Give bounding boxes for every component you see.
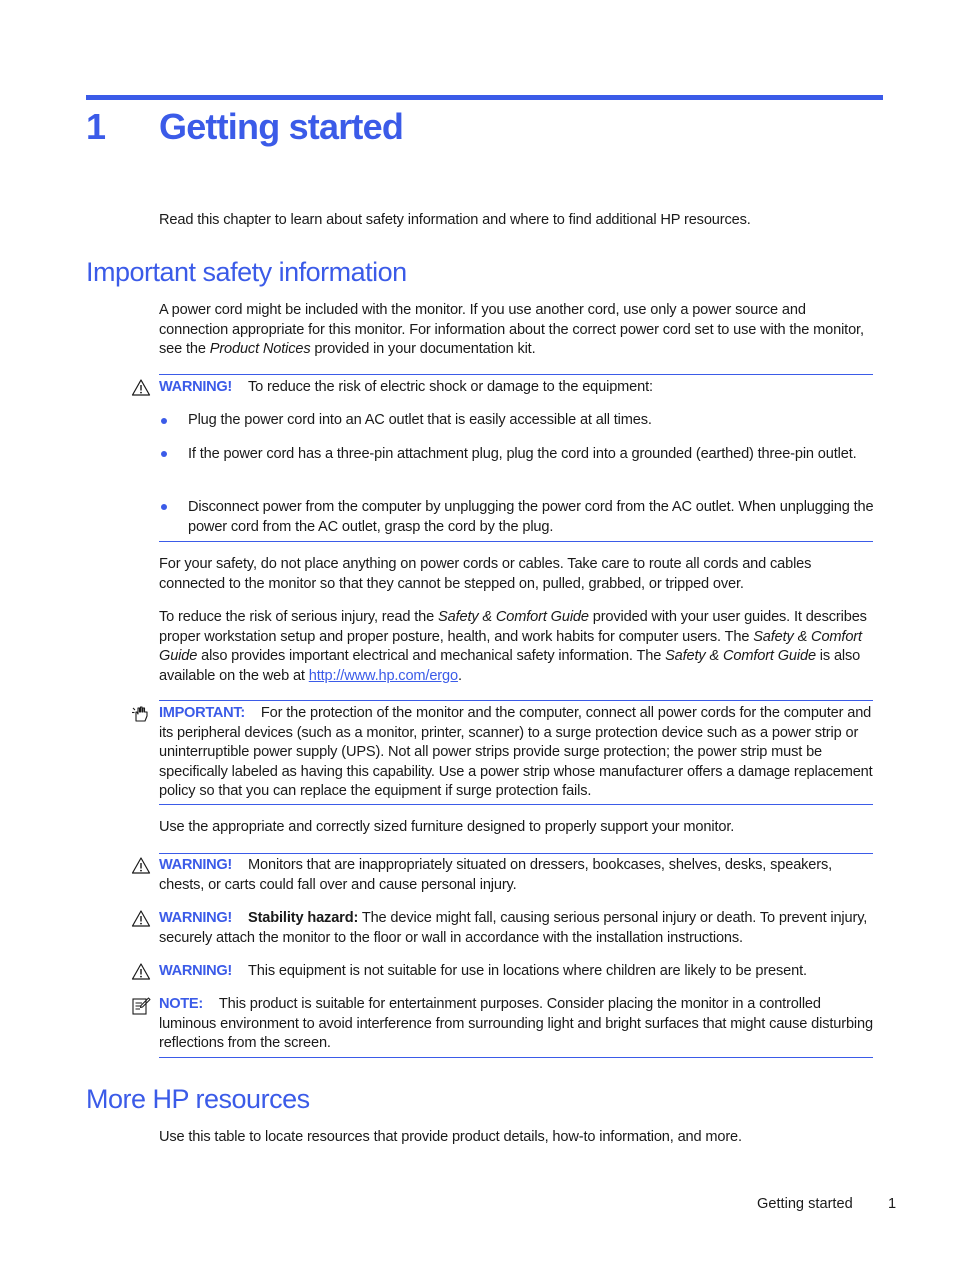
warning-triangle-icon	[131, 962, 151, 982]
warning-triangle-icon	[131, 909, 151, 929]
chapter-number: 1	[86, 106, 106, 147]
important-notice: IMPORTANT: For the protection of the monitor and the computer, connect all power cords for the computer and its peripheral devices (such as a monitor, printer, scanner) to a surge protection device such as a power strip or uninterruptible power supply (UPS). Not all power strips provide surge protection; the power strip must be specifically labeled as having this capability. Use a power strip whose manufacturer offers a damage replacement policy so that you can replace the equipment if surge protection fails.	[159, 705, 873, 799]
warning-label: WARNING!	[159, 379, 232, 395]
note-label: NOTE:	[159, 996, 203, 1012]
safety-paragraph-3: To reduce the risk of serious injury, read the Safety & Comfort Guide provided with your user guides. It describes proper workstation setup and proper posture, health, and work habits for computer users. The Safety & Comfort Guide also provides important electrical and mechanical safety information. The Safety & Comfort Guide is also available on the web at http://www.hp.com/ergo.	[159, 609, 867, 684]
warning-2: WARNING! Monitors that are inappropriately situated on dressers, bookcases, shelves, desks, speakers, chests, or carts could fall over and cause personal injury.	[159, 857, 833, 893]
warning-4: WARNING! This equipment is not suitable for use in locations where children are likely to be present.	[159, 963, 807, 979]
warning-top-rule	[159, 374, 873, 375]
chapter-intro: Read this chapter to learn about safety information and where to find additional HP resources.	[159, 212, 751, 228]
list-item: Plug the power cord into an AC outlet that is easily accessible at all times.	[188, 412, 652, 428]
important-top-rule	[159, 700, 873, 701]
warning-top-rule	[159, 853, 873, 854]
safety-paragraph-2: For your safety, do not place anything on power cords or cables. Take care to route all cords and cables connected to the monitor so that they cannot be stepped on, pulled, grabbed, or tripped over.	[159, 556, 812, 592]
footer-chapter-label: Getting started	[757, 1196, 853, 1212]
note-pencil-icon	[131, 996, 151, 1016]
bullet-dot	[161, 418, 167, 424]
stability-hazard-label: Stability hazard:	[248, 910, 359, 926]
list-item: If the power cord has a three-pin attachment plug, plug the cord into a grounded (earthed) three-pin outlet.	[188, 446, 857, 462]
chapter-title: Getting started	[159, 106, 404, 147]
warning-label: WARNING!	[159, 910, 232, 926]
bullet-dot	[161, 451, 167, 457]
page-number: 1	[888, 1196, 897, 1212]
bullet-dot	[161, 504, 167, 510]
warning-label: WARNING!	[159, 963, 232, 979]
resources-intro: Use this table to locate resources that provide product details, how-to information, and more.	[159, 1129, 742, 1145]
note-bottom-rule	[159, 1057, 873, 1058]
important-label: IMPORTANT:	[159, 705, 245, 721]
note: NOTE: This product is suitable for entertainment purposes. Consider placing the monitor in a controlled luminous environment to avoid interference from surrounding light and bright surfaces that might cause disturbing reflections from the screen.	[159, 996, 873, 1051]
section-heading-resources: More HP resources	[86, 1084, 310, 1114]
warning-triangle-icon	[131, 378, 151, 398]
warning-bottom-rule	[159, 541, 873, 542]
safety-paragraph-1: A power cord might be included with the monitor. If you use another cord, use only a power source and connection appropriate for this monitor. For information about the correct power cord set to use with the monitor, see the Product Notices provided in your documentation kit.	[159, 302, 864, 357]
chapter-top-rule	[86, 95, 883, 100]
important-hand-icon	[131, 704, 151, 724]
warning-triangle-icon	[131, 856, 151, 876]
warning-3: WARNING! Stability hazard: The device might fall, causing serious personal injury or death. To prevent injury, securely attach the monitor to the floor or wall in accordance with the installation instructions.	[159, 910, 868, 946]
warning-1: WARNING! To reduce the risk of electric shock or damage to the equipment:	[159, 379, 653, 395]
important-bottom-rule	[159, 804, 873, 805]
section-heading-safety: Important safety information	[86, 257, 407, 287]
ergo-link[interactable]: http://www.hp.com/ergo	[308, 667, 458, 684]
safety-paragraph-4: Use the appropriate and correctly sized furniture designed to properly support your monitor.	[159, 819, 735, 835]
list-item: Disconnect power from the computer by unplugging the power cord from the AC outlet. When unplugging the power cord from the AC outlet, grasp the cord by the plug.	[188, 499, 874, 535]
warning-label: WARNING!	[159, 857, 232, 873]
